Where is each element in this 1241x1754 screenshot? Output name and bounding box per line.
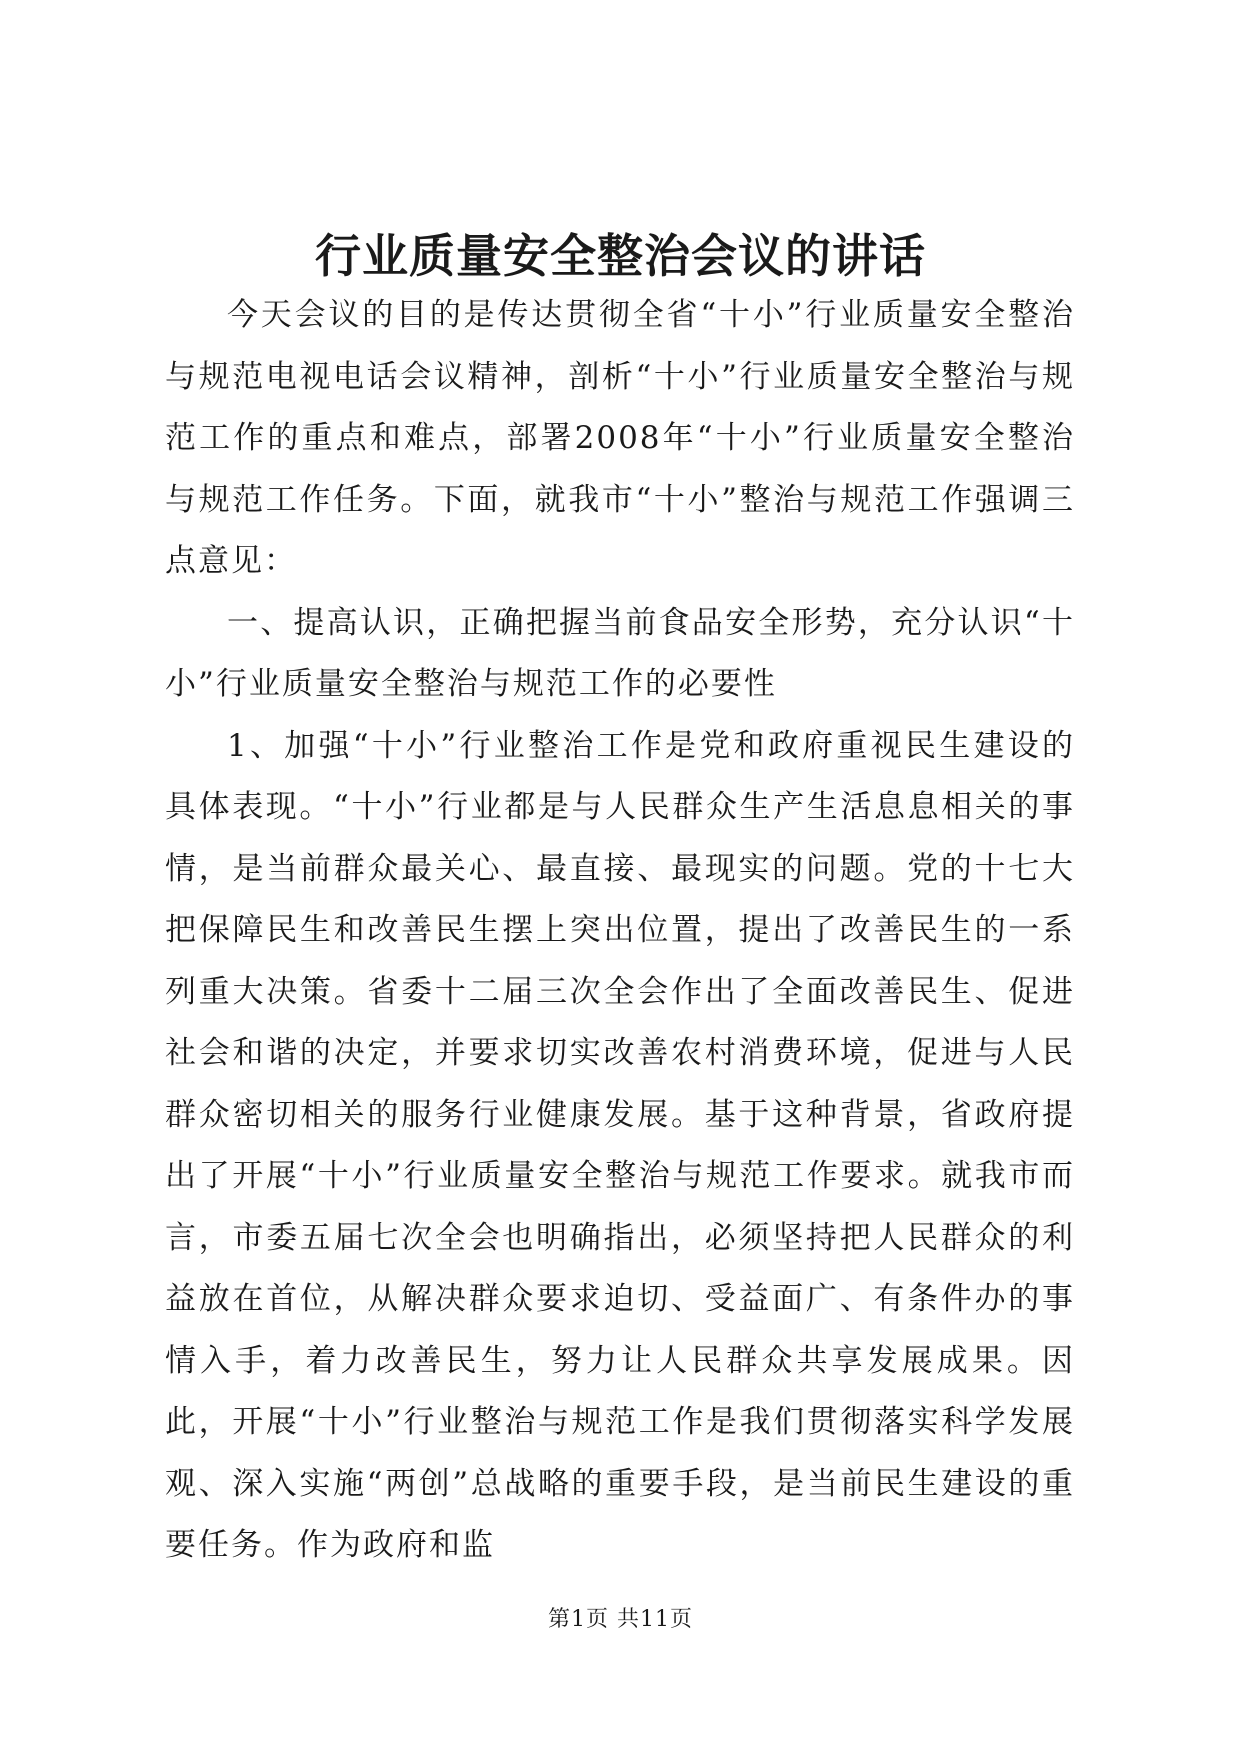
page-footer: 第1页 共11页 xyxy=(548,1607,693,1632)
document-body xyxy=(165,285,1075,1577)
paragraph-intro: 今天会议的目的是传达贯彻全省“十小”行业质量安全整治与规范电视电话会议精神，剖析“十小”行业质量安全整治与规范工作的重点和难点，部署2008年“十小”行业质量安全整治与规范工作任务。下面，就我市“十小”整治与规范工作强调三点意见： xyxy=(165,297,1075,579)
paragraph-point-1: 1、加强“十小”行业整治工作是党和政府重视民生建设的具体表现。“十小”行业都是与人民群众生产生活息息相关的事情，是当前群众最关心、最直接、最现实的问题。党的十七大把保障民生和改善民生摆上突出位置，提出了改善民生的一系列重大决策。省委十二届三次全会作出了全面改善民生、促进社会和谐的决定，并要求切实改善农村消费环境，促进与人民群众密切相关的服务行业健康发展。基于这种背景，省政府提出了开展“十小”行业质量安全整治与规范工作要求。就我市而言，市委五届七次全会也明确指出，必须坚持把人民群众的利益放在首位，从解决群众要求迫切、受益面广、有条件办的事情入手，着力改善民生，努力让人民群众共享发展成果。因此，开展“十小”行业整治与规范工作是我们贯彻落实科学发展观、深入实施“两创”总战略的重要手段，是当前民生建设的重要任务。作为政府和监 xyxy=(165,727,1075,1563)
document-title: 行业质量安全整治会议的讲话 xyxy=(315,229,926,283)
paragraph-section-heading: 一、提高认识，正确把握当前食品安全形势，充分认识“十小”行业质量安全整治与规范工作的必要性 xyxy=(165,604,1075,702)
